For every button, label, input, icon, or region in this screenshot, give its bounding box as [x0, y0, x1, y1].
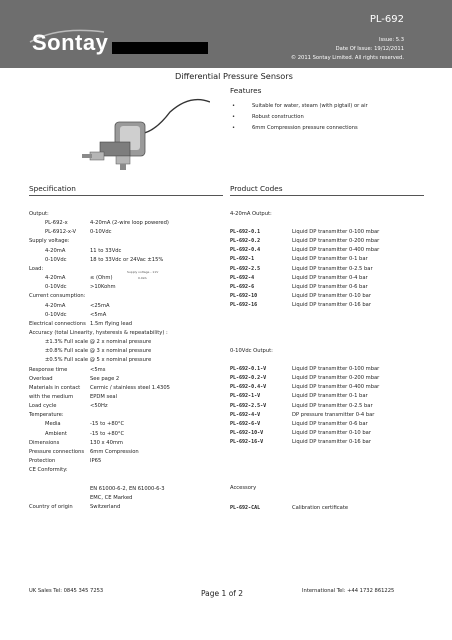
spec-label: Pressure connections: [29, 448, 85, 455]
spec-value: <5ms: [90, 366, 106, 373]
product-description: Liquid DP transmitter 0-2.5 bar: [292, 265, 373, 272]
product-photo: [60, 92, 210, 172]
group-heading-4-20ma: 4-20mA Output:: [230, 211, 272, 217]
spec-label: Electrical connections: [29, 320, 86, 327]
accessory-description: Calibration certificate: [292, 505, 349, 511]
spec-value: <25mA: [90, 302, 110, 309]
spec-value: EN 61000-6-2, EN 61000-6-3: [90, 485, 165, 492]
header-banner: [0, 0, 452, 68]
issue-text: Issue: 5.3: [378, 37, 404, 43]
product-code: PL-692-4: [230, 274, 255, 281]
spec-label: Response time: [29, 366, 68, 373]
spec-value: <50Hz: [90, 403, 108, 410]
product-description: DP pressure transmitter 0-4 bar: [292, 411, 375, 418]
spec-label: 4-20mA: [45, 247, 66, 254]
product-description: Liquid DP transmitter 0-100 mbar: [292, 366, 380, 372]
product-code: PL-692-0.4-V: [230, 384, 267, 391]
spec-label: Supply voltage:: [29, 238, 70, 245]
spec-label: CE Conformity:: [29, 467, 68, 474]
international-phone: International Tel: +44 1732 861225: [302, 588, 395, 594]
product-code: PL-692-6-V: [230, 420, 261, 427]
accessory-heading: Accessory: [230, 485, 257, 491]
product-description: Liquid DP transmitter 0-400 mbar: [292, 247, 380, 254]
product-code: PL-692-2.5-V: [230, 402, 267, 409]
copyright-text: © 2011 Sontay Limited. All rights reserved.: [290, 55, 404, 61]
product-code: PL-692-0.2: [230, 238, 261, 245]
spec-value: 4-20mA (2-wire loop powered): [90, 220, 169, 227]
spec-label: PL-6912-x-V: [45, 229, 77, 236]
spec-label: 0-10Vdc: [45, 311, 67, 318]
product-code: PL-692-1-V: [230, 393, 261, 400]
spec-label: Ambient: [45, 430, 67, 437]
spec-value: 18 to 33Vdc or 24Vac ±15%: [90, 256, 164, 263]
spec-label: PL-692-x: [45, 220, 68, 227]
spec-value: See page 2: [90, 375, 120, 382]
spec-label: 0-10Vdc: [45, 284, 67, 291]
accessory-code: PL-692-CAL: [230, 505, 261, 511]
product-code: PL-692-16: [230, 302, 258, 309]
product-code: PL-692-0.1-V: [230, 366, 267, 372]
product-code: PL-692-10: [230, 293, 258, 300]
product-description: Liquid DP transmitter 0-1 bar: [292, 256, 368, 263]
product-code: PL-692-6: [230, 283, 255, 290]
specification-divider: [29, 195, 223, 196]
features-heading: Features: [230, 86, 262, 95]
product-description: Liquid DP transmitter 0-1 bar: [292, 393, 368, 400]
spec-label: Load cycle: [29, 403, 57, 410]
product-description: Liquid DP transmitter 0-16 bar: [292, 302, 371, 309]
spec-value: <5mA: [90, 311, 107, 318]
product-description: Liquid DP transmitter 0-200 mbar: [292, 375, 380, 382]
spec-label: Country of origin: [29, 503, 73, 510]
spec-value: -15 to +80°C: [90, 430, 125, 437]
spec-value: ≤ (Ohm): [90, 275, 113, 282]
spec-label: Overload: [29, 375, 53, 382]
spec-value: 1.5m flying lead: [90, 320, 133, 327]
spec-value: 0-10Vdc: [90, 229, 112, 236]
product-code: PL-692-10-V: [230, 430, 264, 437]
specification-heading: Specification: [29, 184, 76, 193]
product-description: Liquid DP transmitter 0-16 bar: [292, 439, 371, 446]
product-description: Liquid DP transmitter 0-6 bar: [292, 283, 368, 290]
spec-value: -15 to +80°C: [90, 421, 125, 428]
spec-label: 4-20mA: [45, 275, 66, 282]
spec-value: 6mm Compression: [90, 448, 139, 455]
uk-sales-phone: UK Sales Tel: 0845 345 7253: [29, 588, 104, 594]
header-black-bar: [112, 42, 208, 54]
product-description: Liquid DP transmitter 0-10 bar: [292, 430, 371, 437]
spec-label: Current consumption:: [29, 293, 86, 300]
feature-item: • Robust construction: [232, 114, 304, 120]
load-formula-denominator: 0.02A: [138, 276, 147, 280]
product-code: PL-692-0.2-V: [230, 375, 267, 382]
spec-value: IP65: [90, 458, 102, 465]
product-code: PL-692-0.4: [230, 247, 261, 254]
product-description: Liquid DP transmitter 0-100 mbar: [292, 229, 380, 235]
spec-label: 4-20mA: [45, 302, 66, 309]
product-description: Liquid DP transmitter 0-6 bar: [292, 420, 368, 427]
page-number: Page 1 of 2: [201, 589, 244, 598]
date-text: Date Of Issue: 19/12/2011: [335, 46, 404, 52]
product-code: PL-692-0.1: [230, 229, 261, 235]
page-title: Differential Pressure Sensors: [175, 71, 293, 81]
spec-label: Protection: [29, 458, 56, 465]
spec-value: EMC, CE Marked: [90, 494, 133, 501]
spec-label: ±1.3% Full scale @ 2 x nominal pressure: [45, 339, 152, 346]
spec-label: Materials in contact: [29, 384, 81, 391]
spec-value: >10Kohm: [90, 284, 116, 291]
spec-label: Media: [45, 421, 61, 428]
spec-label: with the medium: [29, 394, 74, 400]
spec-label: Dimensions: [29, 439, 60, 446]
spec-value: 11 to 33Vdc: [90, 247, 122, 254]
spec-label: ±0.5% Full scale @ 5 x nominal pressure: [45, 357, 152, 364]
feature-item: • Suitable for water, steam (with pigtail) or air: [232, 103, 368, 109]
spec-label: Load:: [29, 265, 44, 272]
spec-label: Output:: [29, 211, 49, 217]
feature-item: • 6mm Compression pressure connections: [232, 125, 358, 131]
product-code: PL-692-1: [230, 256, 255, 263]
load-formula-numerator: Supply voltage - 11V: [127, 270, 159, 274]
brand-logo: Sontay: [32, 30, 109, 55]
product-code: PL-692-4-V: [230, 411, 261, 418]
spec-label: Temperature:: [29, 412, 64, 419]
product-code: PL-692-16-V: [230, 439, 264, 446]
product-description: Liquid DP transmitter 0-10 bar: [292, 293, 371, 300]
product-description: Liquid DP transmitter 0-2.5 bar: [292, 402, 373, 409]
product-codes-divider: [230, 195, 424, 196]
product-description: Liquid DP transmitter 0-200 mbar: [292, 238, 380, 245]
spec-label: 0-10Vdc: [45, 256, 67, 263]
spec-value: EPDM seal: [90, 394, 118, 400]
spec-label: ±0.8% Full scale @ 3 x nominal pressure: [45, 348, 152, 355]
spec-value: Cermic / stainless steel 1.4305: [90, 384, 170, 391]
spec-value: 130 x 40mm: [90, 439, 123, 446]
product-codes-heading: Product Codes: [230, 184, 283, 193]
product-description: Liquid DP transmitter 0-400 mbar: [292, 384, 380, 391]
product-code: PL-692-2.5: [230, 265, 261, 272]
spec-label: Accuracy (total Linearity, hysteresis & repeatability) :: [29, 329, 168, 336]
spec-value: Switzerland: [90, 503, 121, 510]
group-heading-0-10vdc: 0-10Vdc Output:: [230, 348, 273, 354]
product-description: Liquid DP transmitter 0-4 bar: [292, 274, 368, 281]
product-code-title: PL-692: [369, 14, 404, 25]
